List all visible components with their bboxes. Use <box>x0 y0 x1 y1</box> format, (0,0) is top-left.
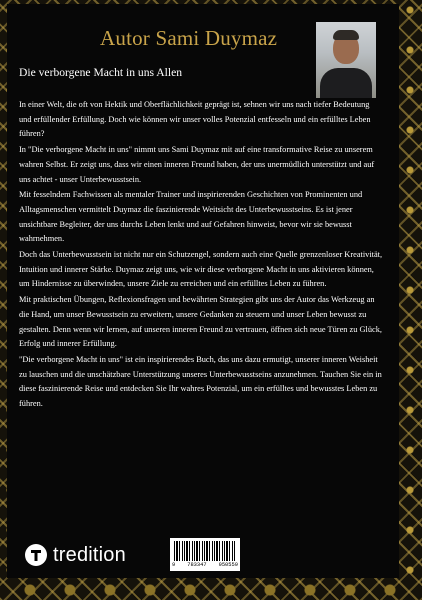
blurb-text <box>19 98 384 413</box>
isbn-barcode <box>170 538 240 571</box>
blurb-paragraph: "Die verborgene Macht in uns" ist ein inspirierendes Buch, das uns dazu ermutigt, unserer inneren Weisheit zu lauschen und die unschätzbare Unterstützung unseres Unterbewusstseins anzunehmen. Tauchen Sie ein in diese faszinierende Reise und entdecken Sie Ihr wahres Potenzial, um ein erfülltes und bewusstes Leben zu führen. <box>19 354 382 409</box>
publisher-mark <box>25 540 126 570</box>
barcode-digits <box>171 562 239 568</box>
barcode-digit-group: 783347 <box>187 562 207 568</box>
publisher-name: tredition <box>53 543 126 566</box>
blurb-paragraph: In "Die verborgene Macht in uns" nimmt uns Sami Duymaz mit auf eine transformative Reise zu unserem wahren Selbst. Er zeigt uns, dass wir einen inneren Freund haben, der uns unermüdlich unterstützt und auf uns achtet - unser Unterbewusstsein. <box>19 145 375 184</box>
author-title: Autor Sami Duymaz <box>100 26 278 50</box>
blurb-paragraph: Doch das Unterbewusstsein ist nicht nur ein Schutzengel, sondern auch eine Quelle grenzenloser Kreativität, Intuition und innerer Stärke. Duymaz zeigt uns, wie wir diese verborgene Macht in uns aktivieren können, um Hindernisse zu überwinden, unsere Ziele zu erreichen und ein erfülltes Leben zu führen. <box>19 250 383 289</box>
blurb-paragraph: Mit fesselndem Fachwissen als mentaler Trainer und inspirierenden Geschichten von Prominenten und Alltagsmenschen vermittelt Duymaz die faszinierende Weitsicht des Unterbewusstseins. Es ist jener unsichtbare Begleiter, der uns durchs Leben lenkt und auf Gefahren hinweist, bevor wir sie bewusst wahrnehmen. <box>19 190 363 244</box>
blurb-paragraph: In einer Welt, die oft von Hektik und Oberflächlichkeit geprägt ist, sehnen wir uns nach tiefer Bedeutung und erfüllender Erfüllung. Doch wie können wir unser volles Potenzial entfesseln und ein erfülltes Leben führen? <box>19 100 371 139</box>
barcode-digit-group: 950559 <box>218 562 238 568</box>
blurb-paragraph: Mit praktischen Übungen, Reflexionsfragen und bewährten Strategien gibt uns der Autor das Werkzeug an die Hand, um unser Bewusstsein zu erweitern, unsere Gedanken zu steuern und unser Leben bewusst zu gestalten. Denn wenn wir lernen, auf unseren inneren Freund zu vertrauen, öffnen sich neue Türen zu Glück, Erfolg und innerer Erfüllung. <box>19 295 382 349</box>
tredition-logo-icon <box>25 544 47 566</box>
barcode-digit-group: 9 <box>172 562 176 568</box>
book-subtitle: Die verborgene Macht in uns Allen <box>19 66 183 79</box>
author-photo <box>316 22 376 98</box>
barcode-bars <box>174 541 236 561</box>
